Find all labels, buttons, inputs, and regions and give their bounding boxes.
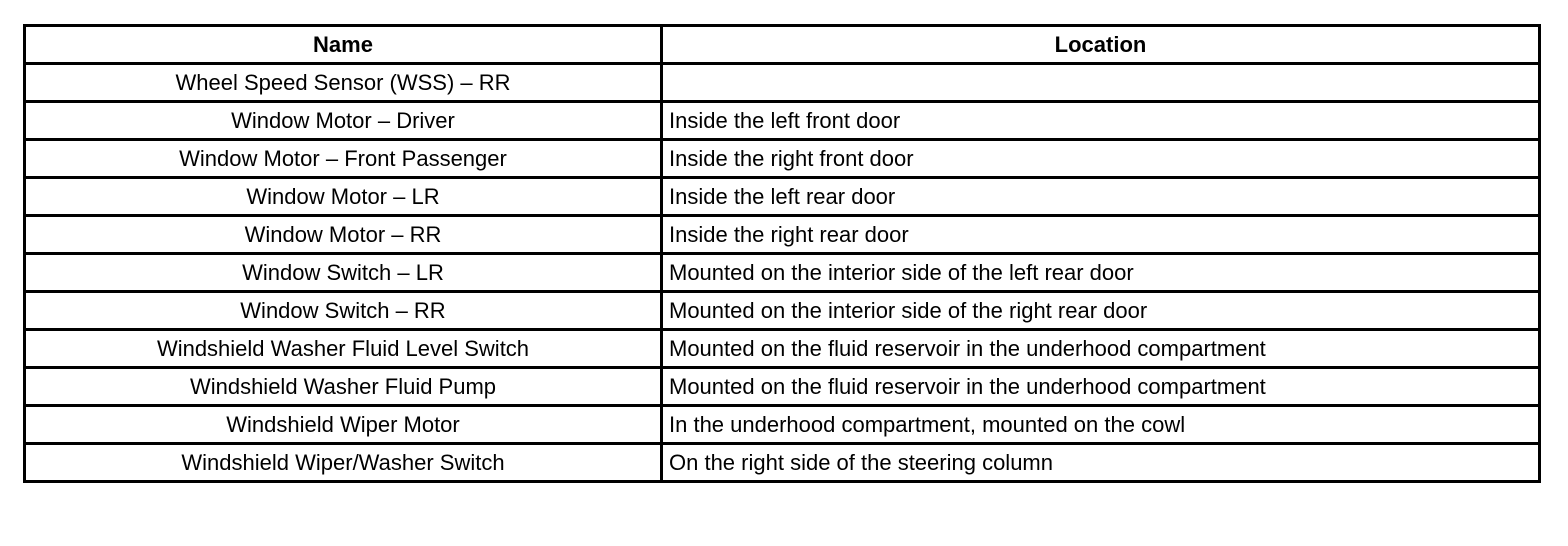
- location-cell: Mounted on the interior side of the left rear door: [662, 254, 1540, 292]
- table-header: [25, 26, 1540, 64]
- name-cell: Window Switch – LR: [25, 254, 662, 292]
- table-row: [25, 330, 1540, 368]
- location-cell: Inside the right rear door: [662, 216, 1540, 254]
- name-cell: Windshield Wiper Motor: [25, 406, 662, 444]
- location-cell: In the underhood compartment, mounted on the cowl: [662, 406, 1540, 444]
- name-cell: Window Motor – Driver: [25, 102, 662, 140]
- table-row: [25, 64, 1540, 102]
- location-cell: Mounted on the fluid reservoir in the underhood compartment: [662, 330, 1540, 368]
- name-cell: Wheel Speed Sensor (WSS) – RR: [25, 64, 662, 102]
- name-cell: Windshield Wiper/Washer Switch: [25, 444, 662, 482]
- location-cell: Inside the left rear door: [662, 178, 1540, 216]
- location-cell: Mounted on the fluid reservoir in the underhood compartment: [662, 368, 1540, 406]
- location-cell: Inside the right front door: [662, 140, 1540, 178]
- table-row: [25, 102, 1540, 140]
- table-row: [25, 368, 1540, 406]
- location-cell: Inside the left front door: [662, 102, 1540, 140]
- name-cell: Windshield Washer Fluid Pump: [25, 368, 662, 406]
- header-row: [25, 26, 1540, 64]
- location-cell: [662, 64, 1540, 102]
- table-row: [25, 254, 1540, 292]
- table-row: [25, 140, 1540, 178]
- table-row: [25, 178, 1540, 216]
- name-cell: Window Switch – RR: [25, 292, 662, 330]
- location-cell: Mounted on the interior side of the right rear door: [662, 292, 1540, 330]
- name-cell: Window Motor – LR: [25, 178, 662, 216]
- table-row: [25, 406, 1540, 444]
- location-cell: On the right side of the steering column: [662, 444, 1540, 482]
- component-location-table: [23, 24, 1541, 483]
- table-row: [25, 216, 1540, 254]
- name-cell: Window Motor – RR: [25, 216, 662, 254]
- header-location: Location: [662, 26, 1540, 64]
- header-name: Name: [25, 26, 662, 64]
- name-cell: Window Motor – Front Passenger: [25, 140, 662, 178]
- name-cell: Windshield Washer Fluid Level Switch: [25, 330, 662, 368]
- table-body: [25, 64, 1540, 482]
- table-row: [25, 292, 1540, 330]
- table-row: [25, 444, 1540, 482]
